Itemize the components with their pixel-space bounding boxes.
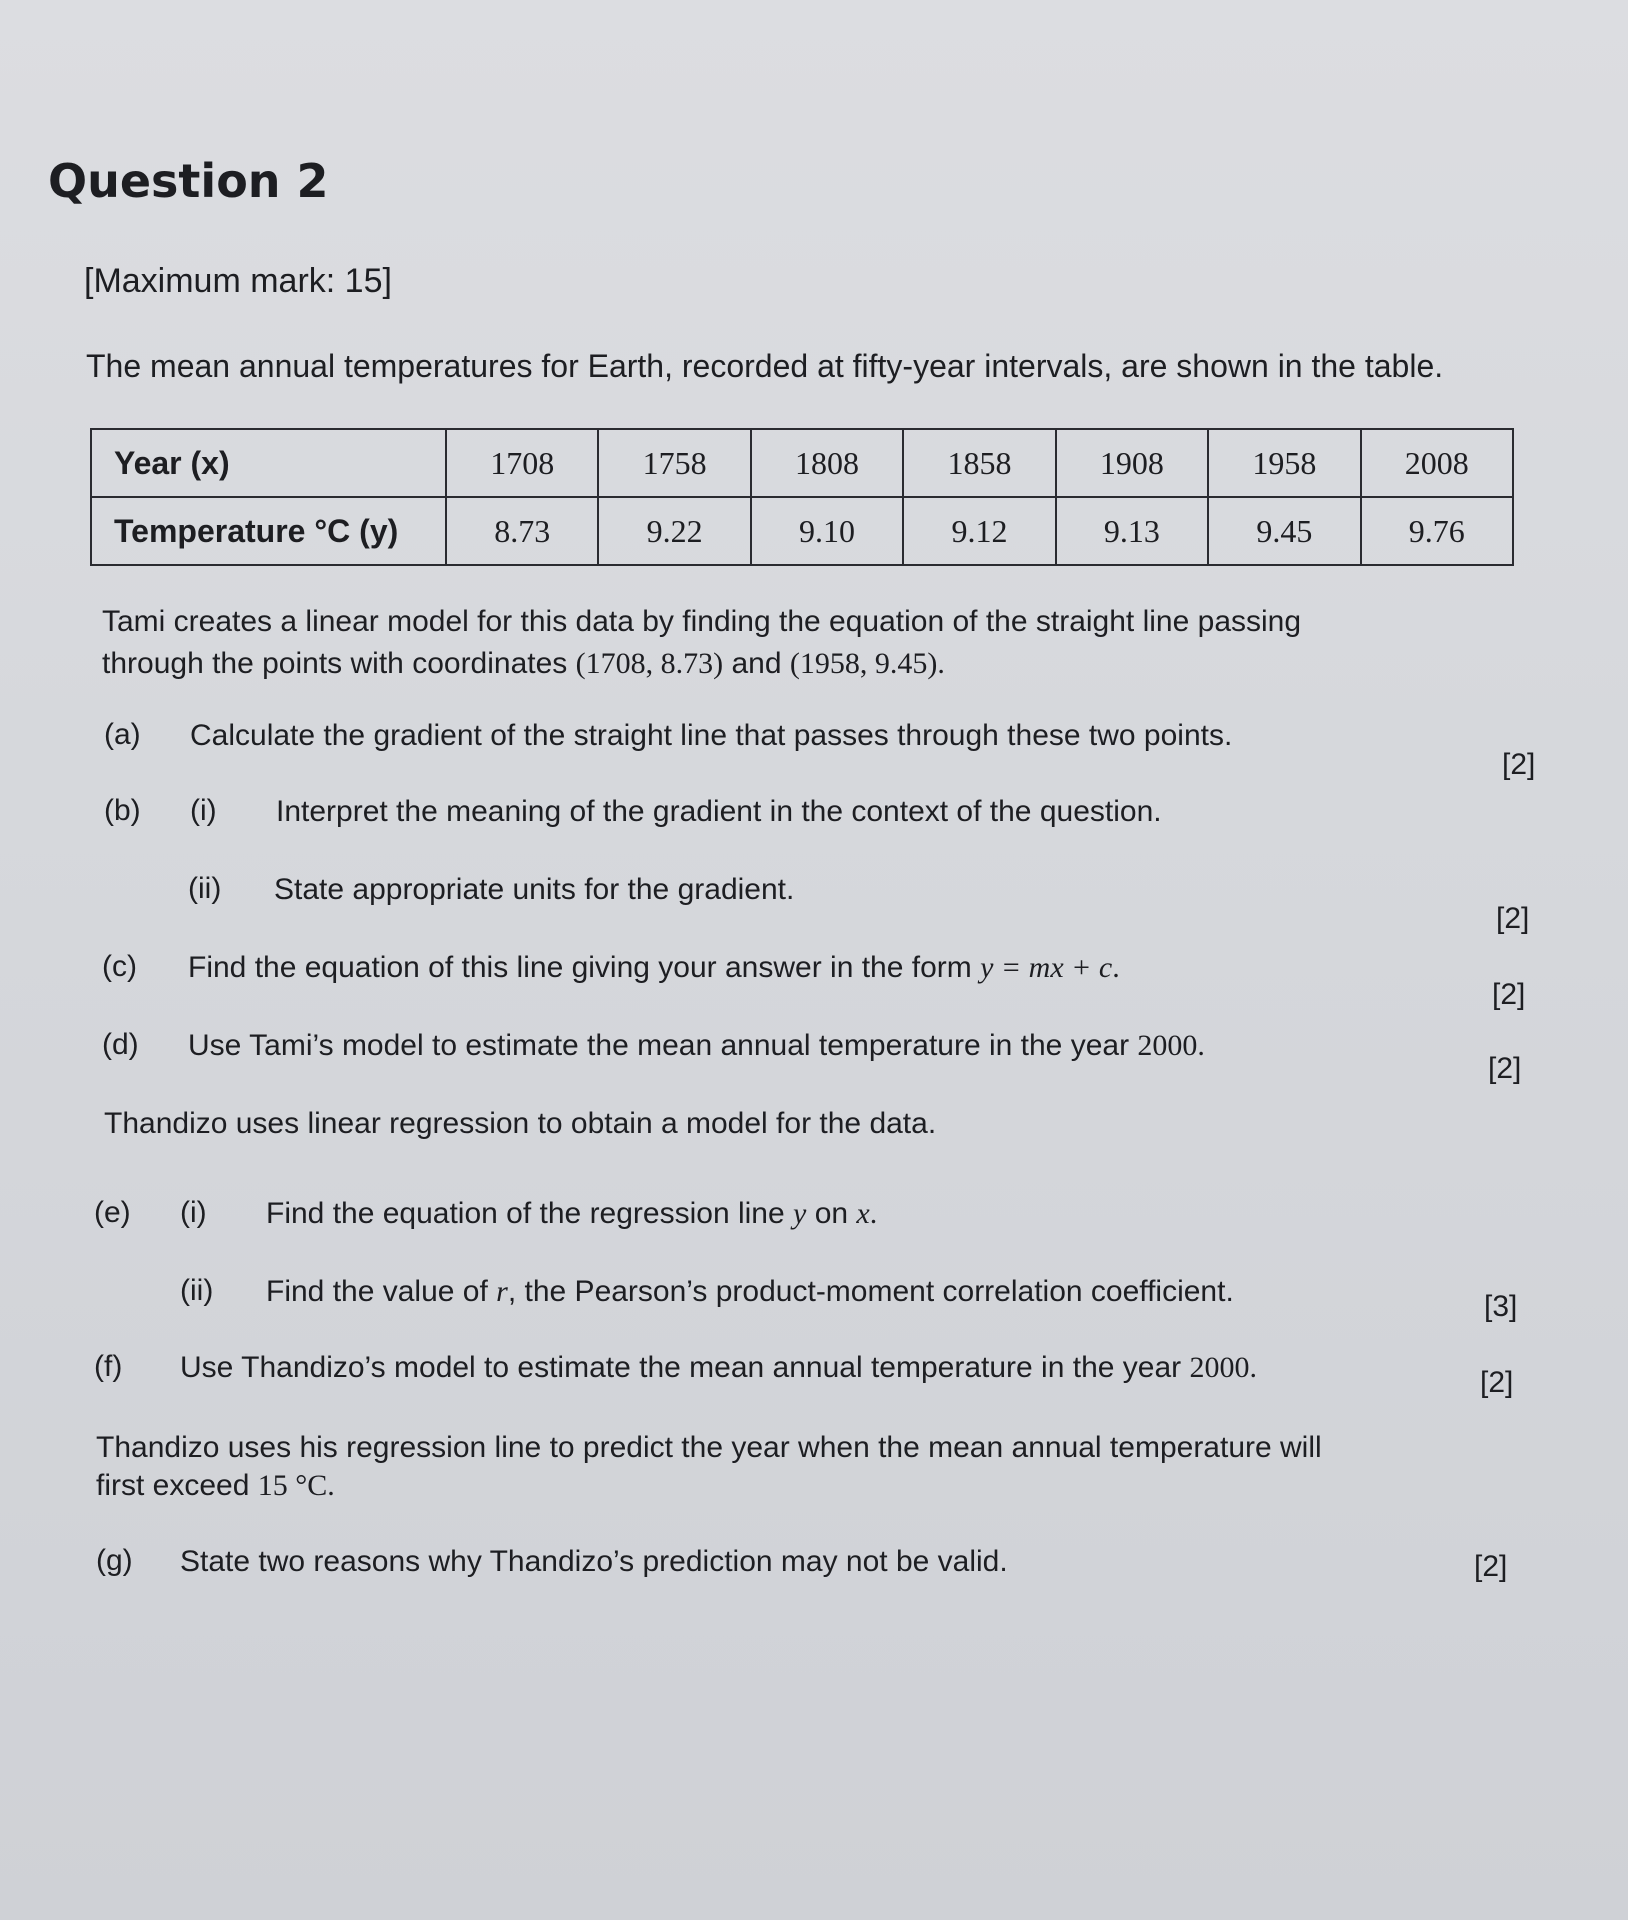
- table-cell-temperature: 9.76: [1361, 497, 1513, 565]
- table-row: [91, 429, 1513, 497]
- part-c-label: (c): [102, 950, 137, 983]
- tami-text: through the points with coordinates: [102, 647, 568, 680]
- part-e-i-on: on: [814, 1197, 849, 1230]
- part-e-ii-post: , the Pearson’s product-moment correlation coefficient.: [507, 1275, 1234, 1308]
- part-e-i-label: (i): [180, 1196, 207, 1229]
- part-e-i-x: x: [856, 1197, 870, 1230]
- table-cell-year: 2008: [1361, 429, 1513, 497]
- part-e-label: (e): [94, 1196, 131, 1229]
- part-e-i-end: .: [869, 1197, 878, 1230]
- thandizo-predict-text: first exceed: [96, 1469, 250, 1502]
- part-c-end: .: [1112, 951, 1120, 984]
- table-cell-temperature: 9.12: [903, 497, 1055, 565]
- part-c-mark: [2]: [1492, 978, 1526, 1011]
- part-c-text: [188, 948, 1120, 988]
- table-cell-year: 1708: [446, 429, 598, 497]
- thandizo-predict-end: .: [327, 1469, 335, 1502]
- part-f-mark: [2]: [1480, 1366, 1514, 1399]
- tami-paragraph-line2: [102, 644, 945, 684]
- table-cell-temperature: 9.22: [598, 497, 750, 565]
- part-e-i-text: [266, 1194, 877, 1234]
- table-cell-year: 1808: [751, 429, 903, 497]
- part-d-label: (d): [102, 1028, 139, 1061]
- part-f-end: .: [1249, 1351, 1257, 1384]
- part-e-ii-r: r: [496, 1275, 508, 1308]
- and-text: and: [731, 647, 782, 680]
- part-a-mark: [2]: [1502, 748, 1536, 781]
- part-c-sentence: Find the equation of this line giving your answer in the form: [188, 951, 972, 984]
- table-cell-year: 1958: [1208, 429, 1360, 497]
- part-b-mark: [2]: [1496, 902, 1530, 935]
- point-two: (1958, 9.45).: [789, 647, 945, 680]
- part-d-mark: [2]: [1488, 1052, 1522, 1085]
- table-row-header-year: Year (x): [91, 429, 446, 497]
- part-b-ii-text: State appropriate units for the gradient.: [274, 873, 795, 906]
- part-b-i-text: Interpret the meaning of the gradient in the context of the question.: [276, 795, 1162, 828]
- table-cell-year: 1908: [1056, 429, 1208, 497]
- part-g-mark: [2]: [1474, 1550, 1508, 1583]
- point-one: (1708, 8.73): [575, 647, 724, 680]
- part-b-label: (b): [104, 794, 141, 827]
- part-e-ii-pre: Find the value of: [266, 1275, 488, 1308]
- part-d-year: 2000: [1137, 1029, 1198, 1062]
- part-d-sentence: Use Tami’s model to estimate the mean annual temperature in the year: [188, 1029, 1130, 1062]
- part-f-year: 2000: [1189, 1351, 1250, 1384]
- part-e-ii-label: (ii): [180, 1274, 214, 1307]
- part-b-ii-label: (ii): [188, 872, 222, 905]
- part-f-text: [180, 1348, 1257, 1388]
- table-row-header-temperature: Temperature °C (y): [91, 497, 446, 565]
- table-cell-year: 1758: [598, 429, 750, 497]
- intro-text: The mean annual temperatures for Earth, recorded at fifty-year intervals, are shown in the table.: [86, 348, 1444, 384]
- table-cell-temperature: 9.45: [1208, 497, 1360, 565]
- table-row: [91, 497, 1513, 565]
- part-d-text: [188, 1026, 1205, 1066]
- thandizo-predict-temp: 15 °C: [257, 1469, 328, 1502]
- part-g-text: State two reasons why Thandizo’s prediction may not be valid.: [180, 1545, 1008, 1578]
- part-e-ii-text: [266, 1272, 1234, 1312]
- part-c-formula: y = mx + c: [980, 951, 1113, 984]
- part-b-i-label: (i): [190, 794, 217, 827]
- table-cell-year: 1858: [903, 429, 1055, 497]
- tami-paragraph-line1: Tami creates a linear model for this data by finding the equation of the straight line passing: [102, 605, 1302, 638]
- question-title: Question 2: [48, 154, 329, 208]
- part-e-i-y: y: [793, 1197, 807, 1230]
- thandizo-intro: Thandizo uses linear regression to obtain a model for the data.: [104, 1107, 937, 1140]
- part-g-label: (g): [96, 1544, 133, 1577]
- table-cell-temperature: 9.13: [1056, 497, 1208, 565]
- part-e-i-sentence: Find the equation of the regression line: [266, 1197, 785, 1230]
- part-f-sentence: Use Thandizo’s model to estimate the mean annual temperature in the year: [180, 1351, 1182, 1384]
- temperature-table: [90, 428, 1514, 566]
- part-a-label: (a): [104, 718, 141, 751]
- maximum-mark: [Maximum mark: 15]: [84, 262, 392, 300]
- thandizo-predict-line2: [96, 1466, 335, 1506]
- thandizo-predict-line1: Thandizo uses his regression line to predict the year when the mean annual temperature will: [96, 1431, 1322, 1464]
- part-f-label: (f): [94, 1350, 123, 1383]
- part-e-mark: [3]: [1484, 1290, 1518, 1323]
- table-cell-temperature: 8.73: [446, 497, 598, 565]
- part-a-text: Calculate the gradient of the straight line that passes through these two points.: [190, 719, 1233, 752]
- part-d-end: .: [1197, 1029, 1205, 1062]
- table-cell-temperature: 9.10: [751, 497, 903, 565]
